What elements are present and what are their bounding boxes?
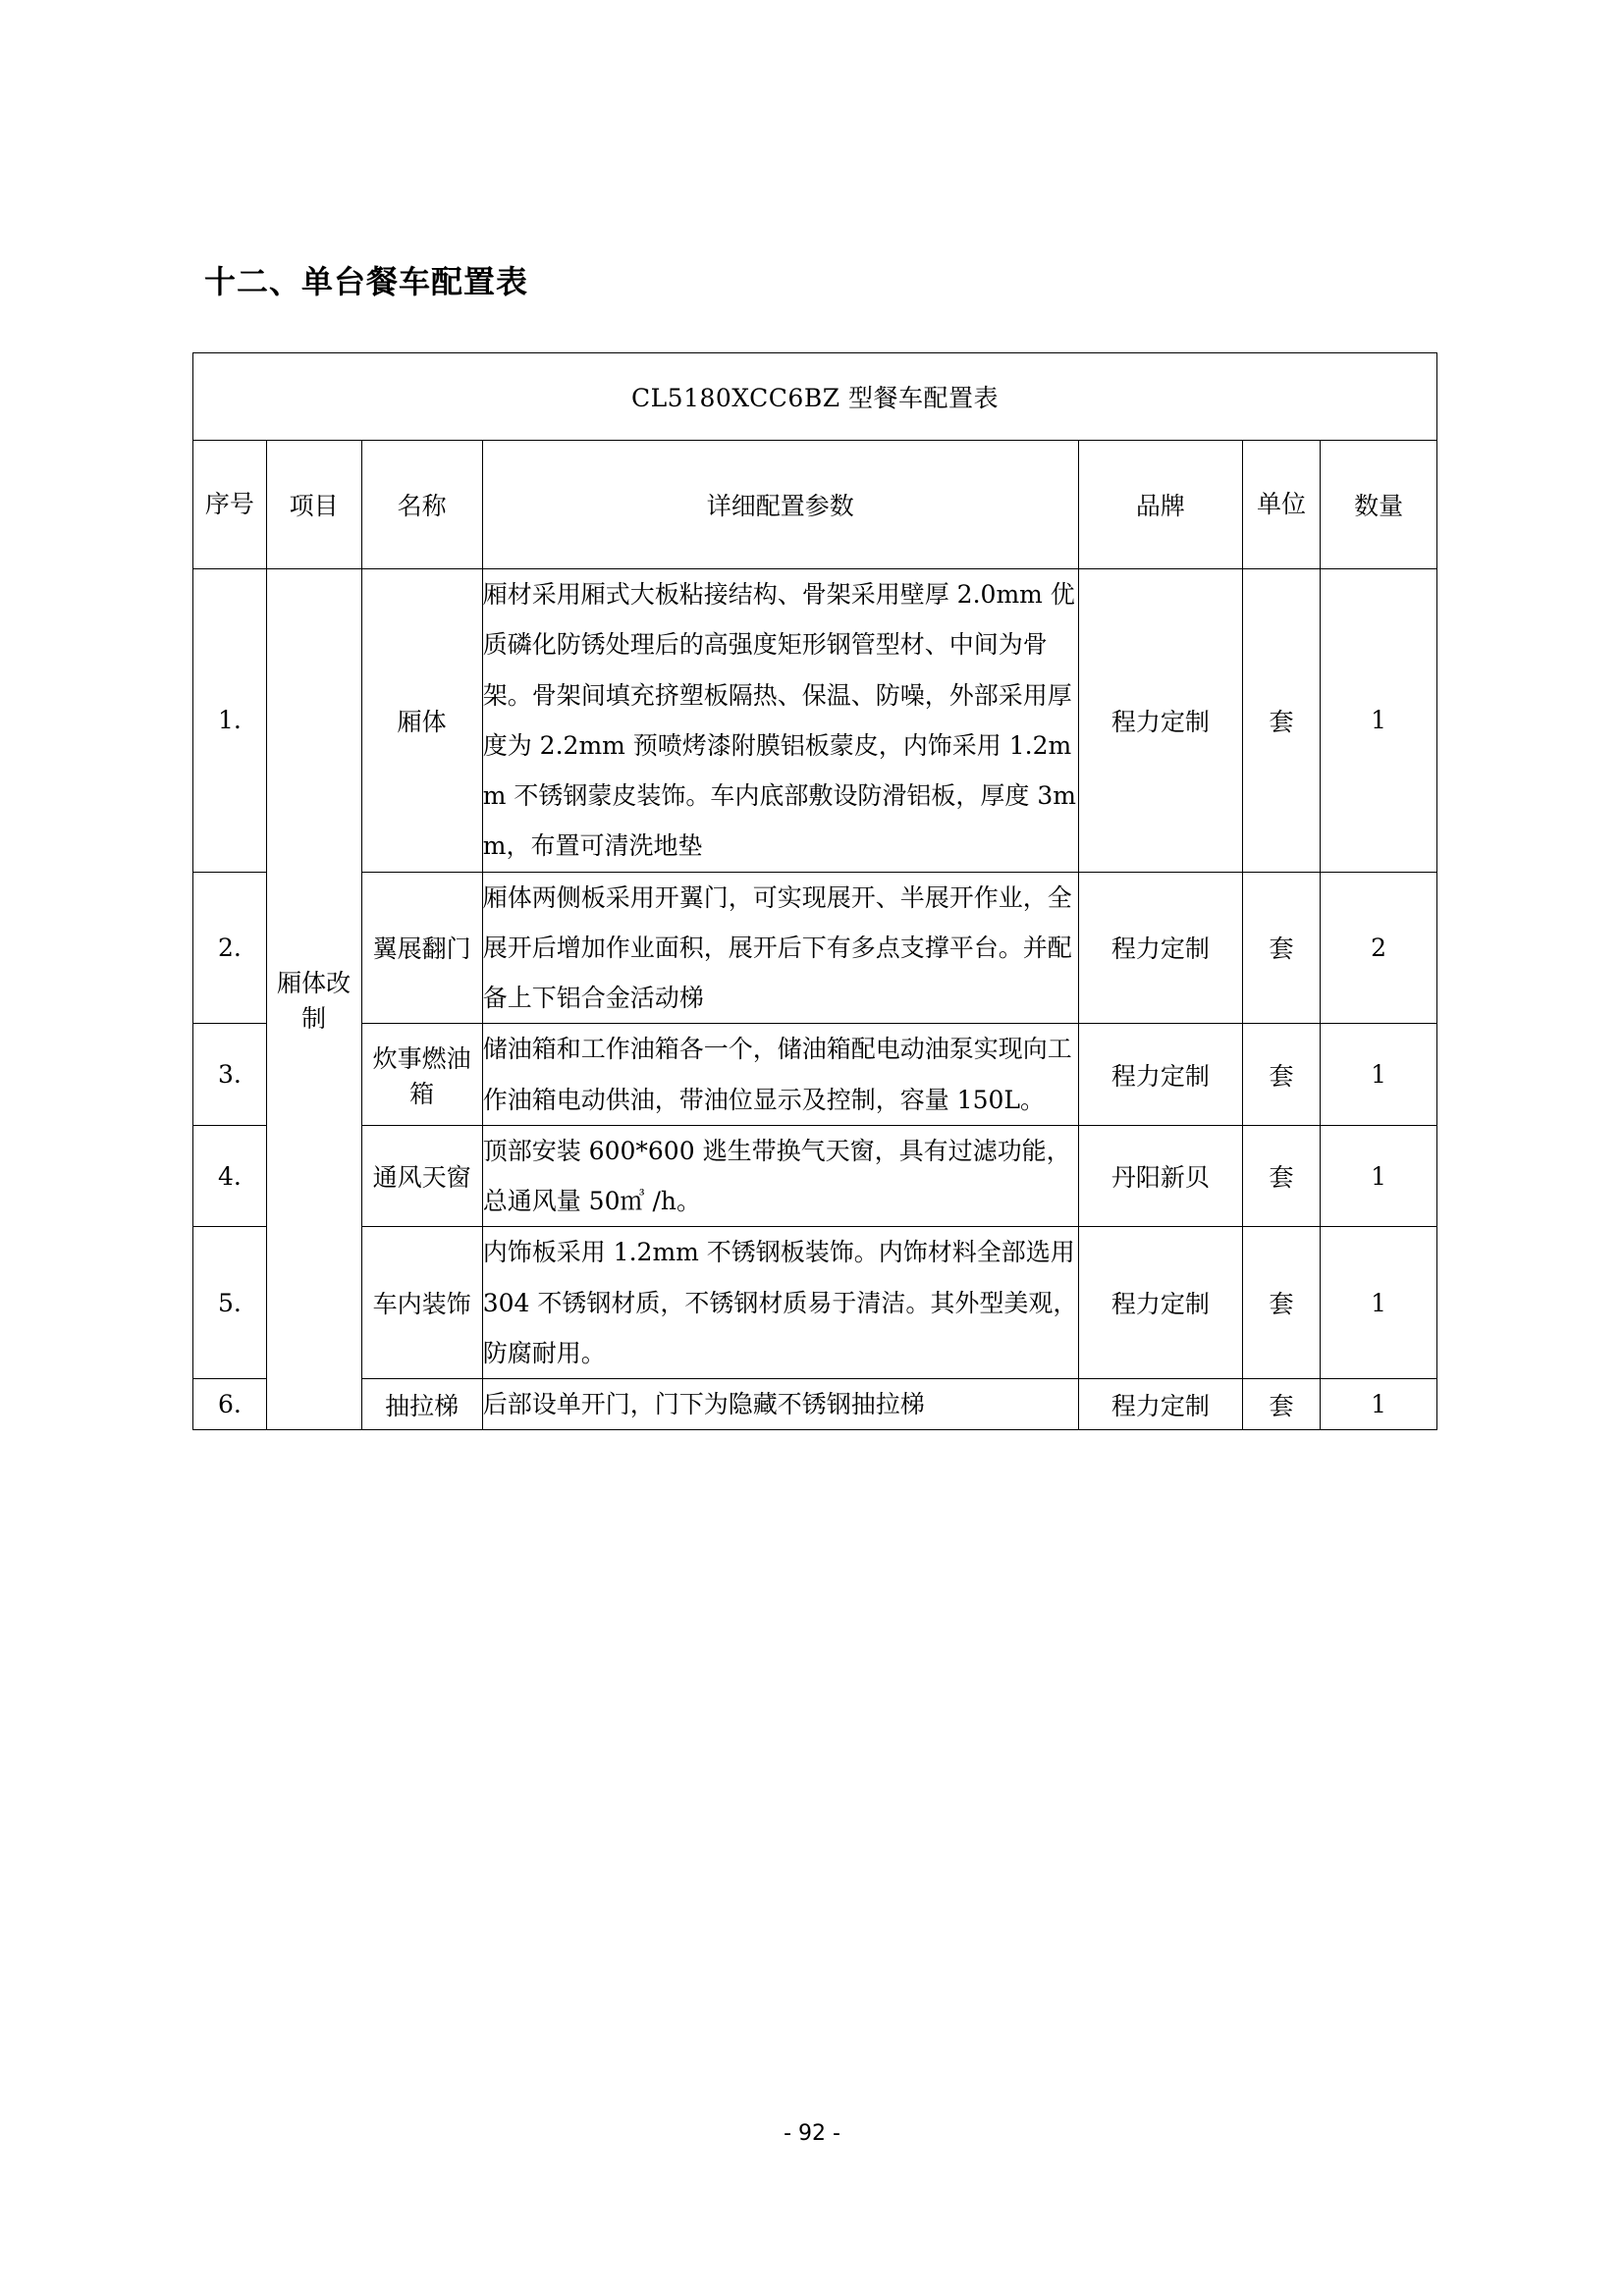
cell-params: 厢体两侧板采用开翼门，可实现展开、半展开作业，全展开后增加作业面积，展开后下有多点支撑平台。并配备上下铝合金活动梯	[482, 872, 1078, 1024]
cell-params: 内饰板采用 1.2mm 不锈钢板装饰。内饰材料全部选用 304 不锈钢材质，不锈钢材质易于清洁。其外型美观，防腐耐用。	[482, 1227, 1078, 1379]
cell-params: 厢材采用厢式大板粘接结构、骨架采用壁厚 2.0mm 优质磷化防锈处理后的高强度矩形钢管型材、中间为骨架。骨架间填充挤塑板隔热、保温、防噪，外部采用厚度为 2.2mm 预喷烤漆附膜铝板蒙皮，内饰采用 1.2mm 不锈钢蒙皮装饰。车内底部敷设防滑铝板，厚度 3mm，布置可清洗地垫	[482, 569, 1078, 873]
cell-name: 翼展翻门	[361, 872, 482, 1024]
table-title: CL5180XCC6BZ 型餐车配置表	[193, 353, 1437, 441]
column-header-item: 项目	[266, 441, 361, 569]
cell-unit: 套	[1242, 1125, 1320, 1227]
table-row	[193, 1125, 1437, 1227]
cell-params: 后部设单开门，门下为隐藏不锈钢抽拉梯	[482, 1379, 1078, 1430]
cell-qty: 1	[1321, 1227, 1437, 1379]
column-header-seq: 序号	[193, 441, 267, 569]
configuration-table-container	[192, 352, 1437, 1430]
configuration-table	[192, 352, 1437, 1430]
cell-name: 车内装饰	[361, 1227, 482, 1379]
table-row	[193, 872, 1437, 1024]
table-row	[193, 569, 1437, 873]
cell-qty: 1	[1321, 1379, 1437, 1430]
cell-name: 抽拉梯	[361, 1379, 482, 1430]
cell-params: 储油箱和工作油箱各一个，储油箱配电动油泵实现向工作油箱电动供油，带油位显示及控制，容量 150L。	[482, 1024, 1078, 1126]
cell-brand: 程力定制	[1078, 569, 1242, 873]
cell-brand: 程力定制	[1078, 1227, 1242, 1379]
cell-qty: 1	[1321, 1125, 1437, 1227]
cell-brand: 程力定制	[1078, 1024, 1242, 1126]
cell-unit: 套	[1242, 1024, 1320, 1126]
section-heading: 十二、单台餐车配置表	[204, 263, 529, 300]
cell-qty: 2	[1321, 872, 1437, 1024]
column-header-brand: 品牌	[1078, 441, 1242, 569]
cell-name: 通风天窗	[361, 1125, 482, 1227]
cell-brand: 程力定制	[1078, 1379, 1242, 1430]
table-row	[193, 1024, 1437, 1126]
table-header-row	[193, 441, 1437, 569]
table-row	[193, 1227, 1437, 1379]
cell-seq: 1.	[193, 569, 267, 873]
cell-unit: 套	[1242, 569, 1320, 873]
cell-seq: 6.	[193, 1379, 267, 1430]
page-number: - 92 -	[784, 2121, 840, 2146]
cell-params: 顶部安装 600*600 逃生带换气天窗，具有过滤功能，总通风量 50㎥ /h。	[482, 1125, 1078, 1227]
column-header-unit: 单位	[1242, 441, 1320, 569]
cell-brand: 丹阳新贝	[1078, 1125, 1242, 1227]
cell-seq: 5.	[193, 1227, 267, 1379]
cell-name: 炊事燃油箱	[361, 1024, 482, 1126]
cell-unit: 套	[1242, 1227, 1320, 1379]
cell-qty: 1	[1321, 1024, 1437, 1126]
table-title-row	[193, 353, 1437, 441]
column-header-name: 名称	[361, 441, 482, 569]
column-header-qty: 数量	[1321, 441, 1437, 569]
cell-qty: 1	[1321, 569, 1437, 873]
cell-unit: 套	[1242, 872, 1320, 1024]
cell-seq: 3.	[193, 1024, 267, 1126]
cell-unit: 套	[1242, 1379, 1320, 1430]
table-row	[193, 1379, 1437, 1430]
cell-item-group: 厢体改制	[266, 569, 361, 1430]
cell-seq: 2.	[193, 872, 267, 1024]
cell-brand: 程力定制	[1078, 872, 1242, 1024]
column-header-params: 详细配置参数	[482, 441, 1078, 569]
cell-seq: 4.	[193, 1125, 267, 1227]
cell-name: 厢体	[361, 569, 482, 873]
